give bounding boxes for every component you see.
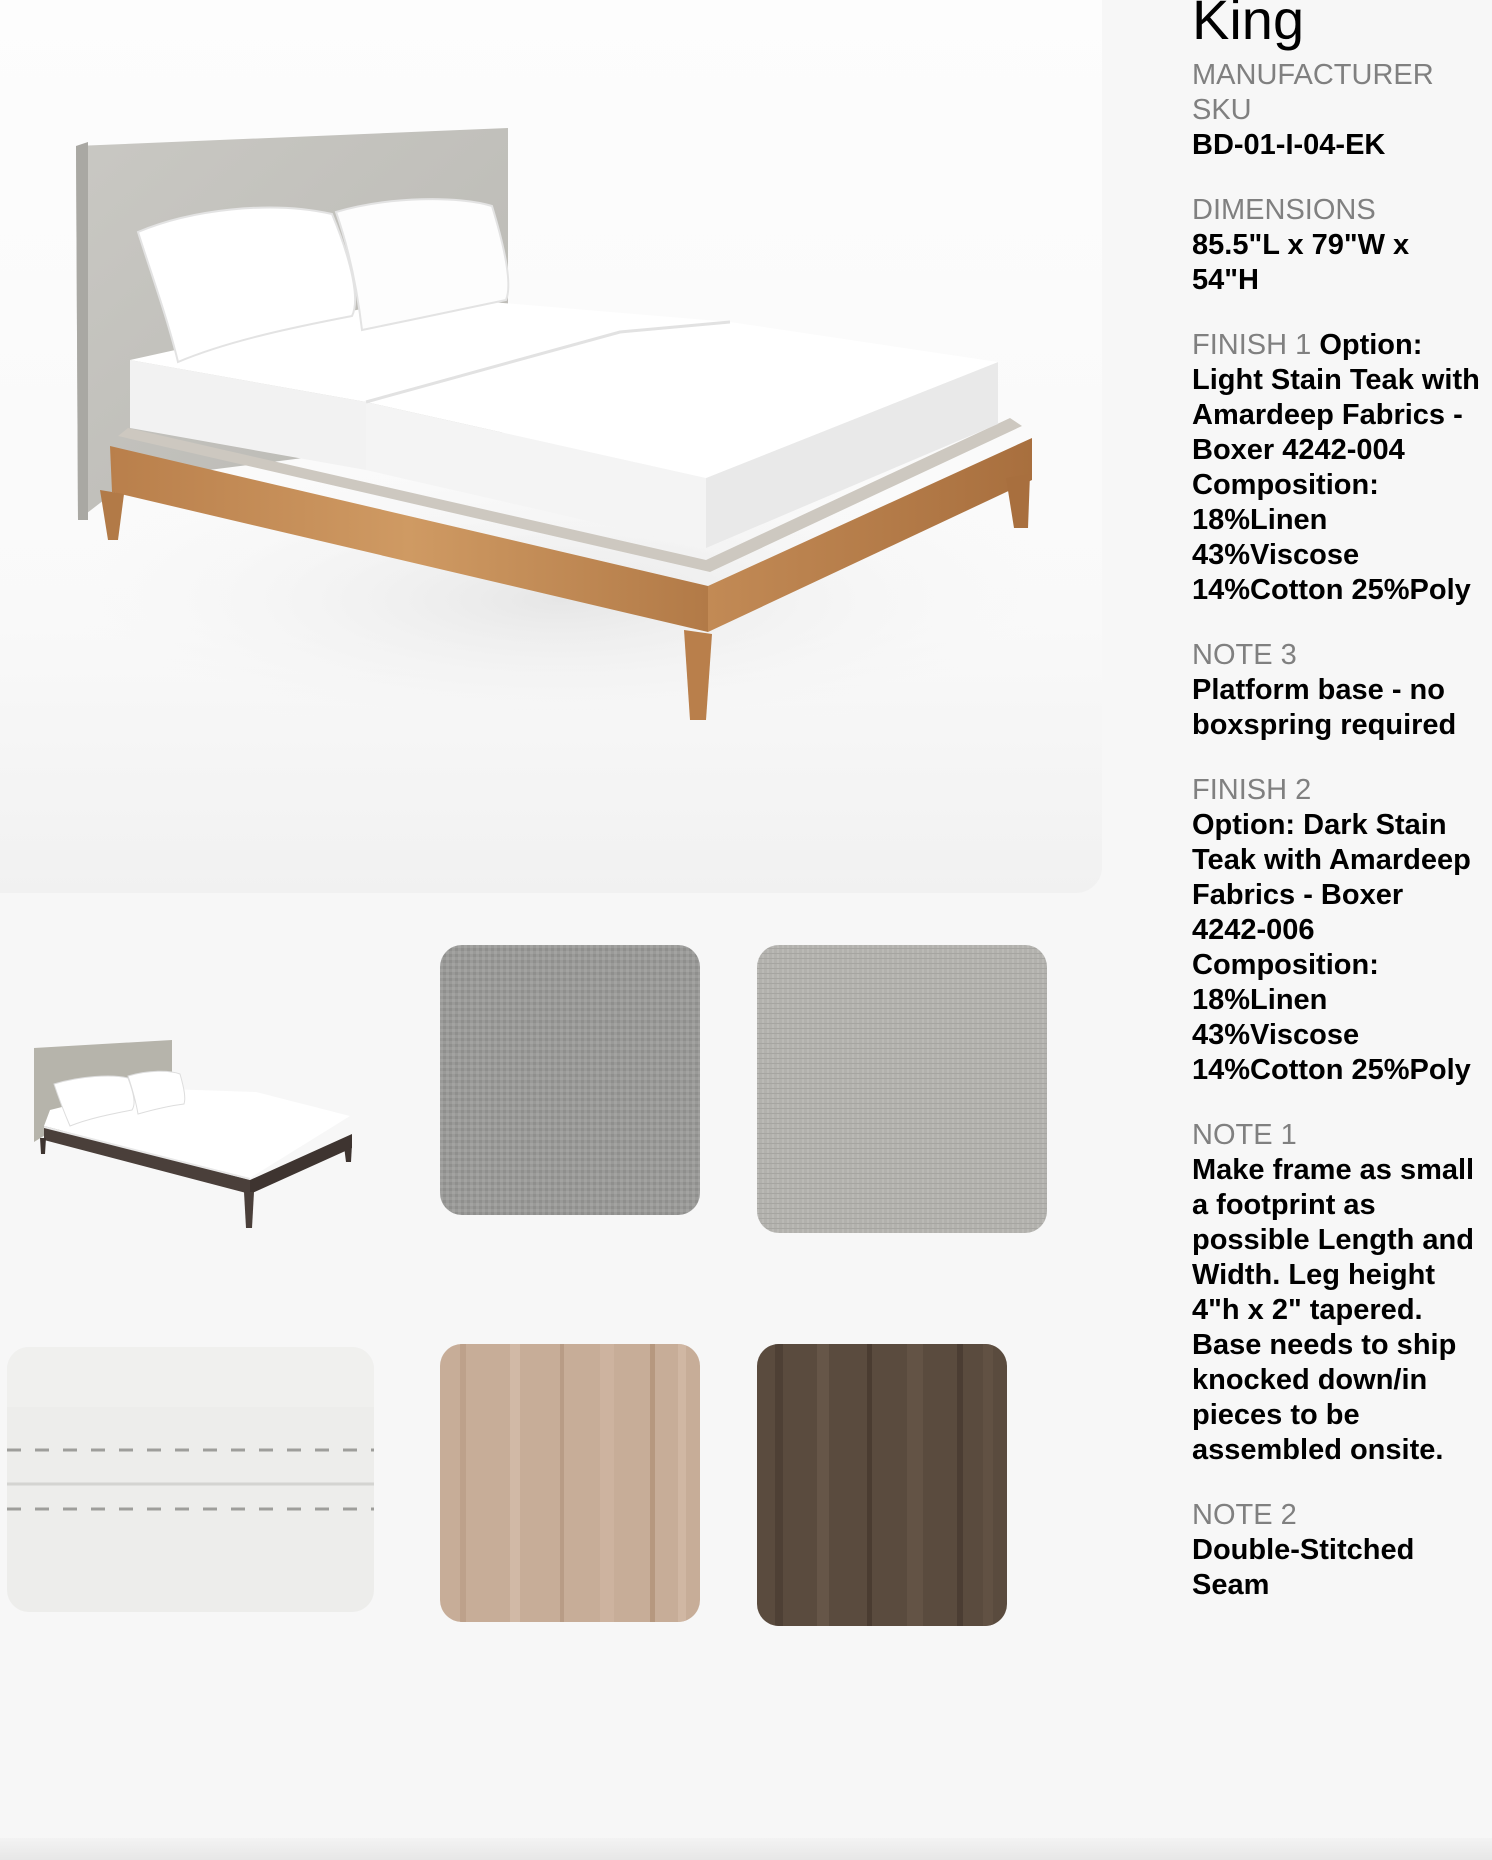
finish2-value: Option: Dark Stain Teak with Amardeep Fabrics - Boxer 4242-006 Composition: 18%Linen 43%Viscose 14%Cotton 25%Poly <box>1192 809 1471 1086</box>
finish1-value: Option: Light Stain Teak with Amardeep Fabrics - Boxer 4242-004 Composition: 18%Linen 43%Viscose 14%Cotton 25%Poly <box>1192 329 1480 606</box>
thumbnail-dark-teak-bed[interactable] <box>20 1030 360 1245</box>
bed-dark-teak-render <box>20 1030 360 1245</box>
swatch-dark-stain-teak[interactable] <box>757 1344 1007 1626</box>
finish2-label: FINISH 2 <box>1192 774 1312 806</box>
fabric-texture-gray <box>440 945 700 1215</box>
sku-value: BD-01-I-04-EK <box>1192 129 1386 161</box>
dimensions-label: DIMENSIONS <box>1192 194 1376 226</box>
note3-block <box>1192 638 1482 743</box>
swatch-fabric-boxer-4242-006[interactable] <box>757 945 1047 1233</box>
finish1-label: FINISH 1 <box>1192 329 1312 361</box>
wood-texture-light <box>440 1344 700 1622</box>
product-title: King <box>1192 0 1305 51</box>
note1-value: Make frame as small a footprint as possible Length and Width. Leg height 4"h x 2" tapered. Base needs to ship knocked down/in pieces to be assembled onsite. <box>1192 1154 1475 1466</box>
wood-texture-dark <box>757 1344 1007 1626</box>
leather-texture-white <box>7 1347 374 1612</box>
note1-block <box>1192 1118 1482 1468</box>
fabric-texture-light-gray <box>757 945 1047 1233</box>
sku-block <box>1192 58 1482 163</box>
note2-label: NOTE 2 <box>1192 1499 1297 1531</box>
swatch-white-leather-stitched[interactable] <box>7 1347 374 1612</box>
note2-value: Double-Stitched Seam <box>1192 1534 1415 1601</box>
sku-label: MANUFACTURER SKU <box>1192 59 1434 126</box>
note3-label: NOTE 3 <box>1192 639 1297 671</box>
swatch-light-stain-teak[interactable] <box>440 1344 700 1622</box>
finish1-block <box>1192 328 1482 608</box>
page-bottom-edge <box>0 1838 1492 1860</box>
swatch-fabric-boxer-4242-004[interactable] <box>440 945 700 1215</box>
dimensions-block <box>1192 193 1482 298</box>
note2-block <box>1192 1498 1482 1603</box>
main-product-image <box>0 0 1102 893</box>
bed-light-teak-render <box>0 0 1102 893</box>
note1-label: NOTE 1 <box>1192 1119 1297 1151</box>
spec-panel <box>1192 0 1482 1633</box>
note3-value: Platform base - no boxspring required <box>1192 674 1457 741</box>
dimensions-value: 85.5"L x 79"W x 54"H <box>1192 229 1410 296</box>
finish2-block <box>1192 773 1482 1088</box>
